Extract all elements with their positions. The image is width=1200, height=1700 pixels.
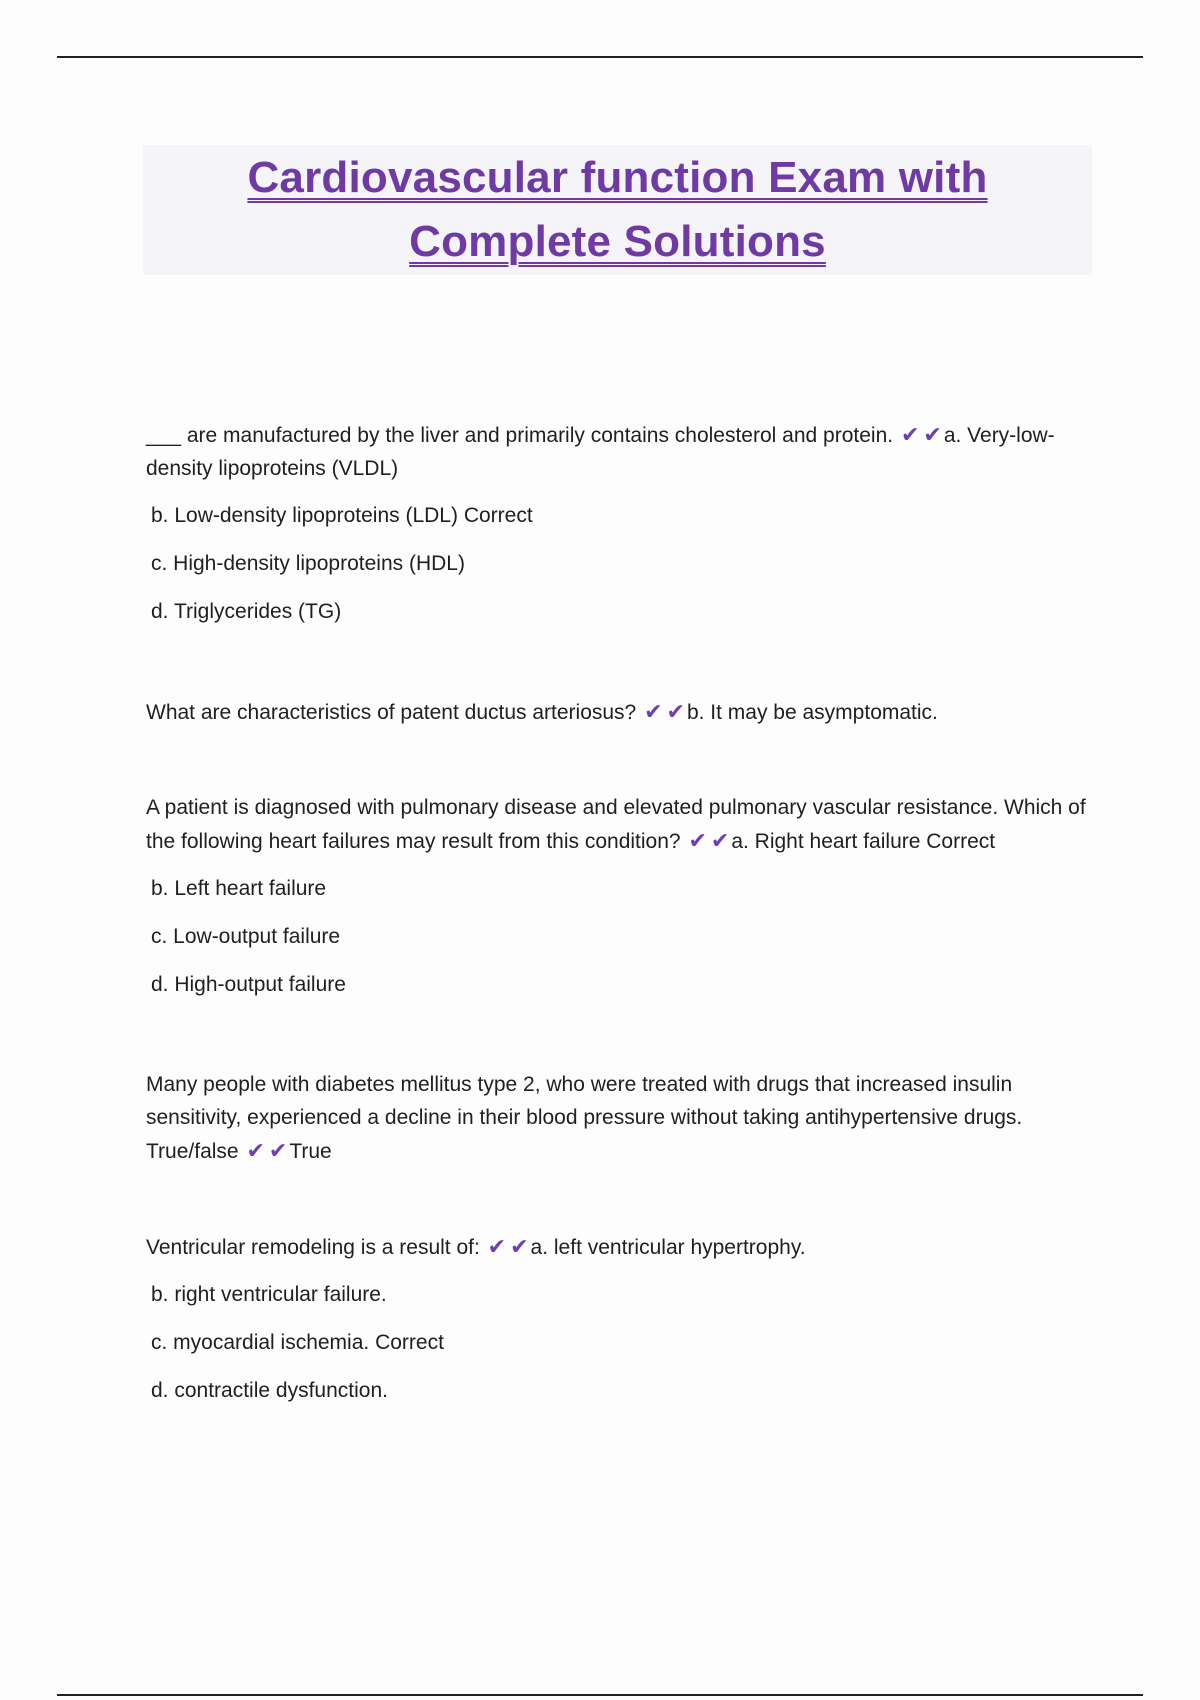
question-text: ___ are manufactured by the liver and primarily contains cholesterol and protein. ✔ ✔a. Very-low-density lipoproteins (VLDL): [146, 422, 1055, 480]
answer-option: b. Low-density lipoproteins (LDL) Correct: [151, 504, 533, 527]
page-title-line-2: Complete Solutions: [409, 217, 826, 266]
check-icon: ✔: [666, 699, 685, 724]
check-icon: ✔: [710, 828, 730, 853]
question-block: [146, 695, 1096, 729]
answer-option: d. Triglycerides (TG): [151, 600, 342, 623]
answer-text: True: [289, 1140, 332, 1163]
check-icon: ✔: [688, 828, 707, 853]
answer-text: a. left ventricular hypertrophy.: [530, 1236, 806, 1259]
answer-option: d. High-output failure: [151, 973, 346, 996]
question-text: Ventricular remodeling is a result of: ✔ ✔a. left ventricular hypertrophy.: [146, 1234, 806, 1259]
answer-text: b. It may be asymptomatic.: [686, 701, 938, 724]
question-block: [146, 418, 1096, 628]
page-title-line-1: Cardiovascular function Exam with: [247, 153, 988, 202]
answer-text: a. Very-low-density lipoproteins (VLDL): [146, 424, 1055, 480]
check-icon: ✔: [268, 1138, 288, 1163]
answer-option: c. High-density lipoproteins (HDL): [151, 552, 465, 575]
question-text: Many people with diabetes mellitus type 2, who were treated with drugs that increased insulin sensitivity, experienced a decline in their blood pressure without taking antihypertensive drugs. True/false ✔ ✔True: [146, 1073, 1023, 1163]
check-icon: ✔: [644, 699, 663, 724]
check-icon: ✔: [510, 1234, 529, 1259]
question-list: [146, 418, 1096, 1422]
answer-option: d. contractile dysfunction.: [151, 1379, 388, 1402]
bottom-rule: [57, 1694, 1143, 1696]
check-icon: ✔: [900, 422, 920, 447]
check-icon: ✔: [487, 1234, 507, 1259]
question-text: What are characteristics of patent ductus arteriosus? ✔ ✔b. It may be asymptomatic.: [146, 699, 938, 724]
check-icon: ✔: [923, 422, 942, 447]
question-text: A patient is diagnosed with pulmonary disease and elevated pulmonary vascular resistance. Which of the following heart failures may result from this condition? ✔ ✔a. Right heart failure Correct: [146, 796, 1086, 853]
answer-text: a. Right heart failure Correct: [731, 830, 996, 853]
answer-option: b. right ventricular failure.: [151, 1283, 387, 1306]
check-icon: ✔: [246, 1138, 265, 1163]
question-block: [146, 1068, 1096, 1168]
top-rule: [57, 56, 1143, 58]
title-banner: [143, 145, 1092, 275]
answer-option: b. Left heart failure: [151, 877, 327, 900]
answer-option: c. myocardial ischemia. Correct: [151, 1331, 444, 1354]
question-block: [146, 791, 1096, 1001]
answer-option: c. Low-output failure: [151, 925, 341, 948]
question-block: [146, 1230, 1096, 1407]
